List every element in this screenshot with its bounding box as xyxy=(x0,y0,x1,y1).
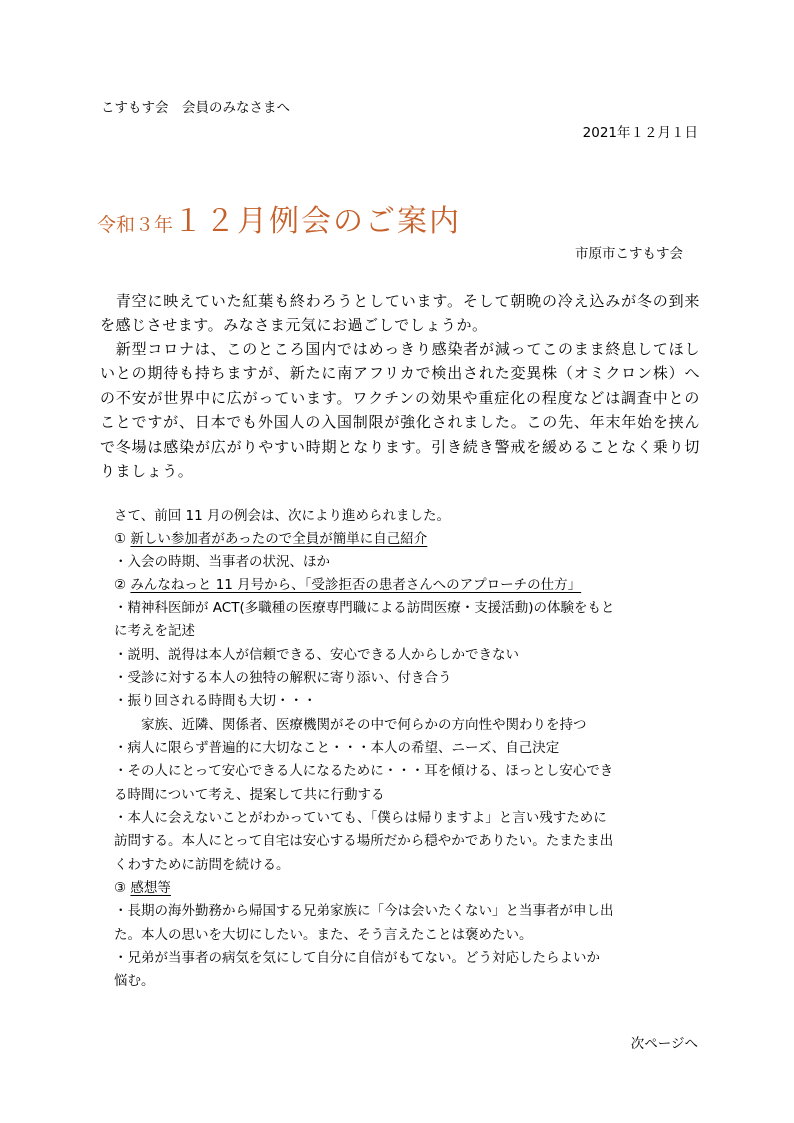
list-item: 家族、近隣、関係者、医療機関がその中で何らかの方向性や関わりを持つ xyxy=(114,717,587,733)
list-item: た。本人の思いを大切にしたい。また、そう言えたことは褒めたい。 xyxy=(114,927,533,943)
title-prefix: 令和３年 xyxy=(97,214,174,236)
list-item: 悩む。 xyxy=(114,973,155,989)
list-item: くわすために訪問を続ける。 xyxy=(114,857,290,873)
list-item: に考えを記述 xyxy=(114,623,195,639)
list-item: ・説明、説得は本人が信頼できる、安心できる人からしかできない xyxy=(114,647,519,663)
greeting-paragraph-1: 青空に映えていた紅葉も終わろうとしています。そして朝晩の冷え込みが冬の到来を感じさせます。みなさま元気にお過ごしでしょうか。 xyxy=(100,292,700,335)
list-item: ・受診に対する本人の独特の解釈に寄り添い、付き合う xyxy=(114,670,452,686)
section-number: ③ xyxy=(114,880,127,896)
list-item: ・長期の海外勤務から帰国する兄弟家族に「今は会いたくない」と当事者が申し出 xyxy=(114,903,614,919)
section-heading-1 xyxy=(114,529,427,549)
title-main: １２月例会のご案内 xyxy=(173,204,462,239)
list-item: 訪問する。本人にとって自宅は安心する場所だから穏やかでありたい。たまたま出 xyxy=(114,833,614,849)
addressee: こすもす会 会員のみなさまへ xyxy=(101,100,290,116)
page-title xyxy=(97,196,461,240)
section-number: ① xyxy=(114,531,127,547)
section-title: みんなねっと 11 月号から、「受診拒否の患者さんへのアプローチの仕方」 xyxy=(130,577,582,593)
list-item: ・入会の時期、当事者の状況、ほか xyxy=(114,554,330,570)
section-heading-3 xyxy=(114,878,171,898)
section-title: 新しい参加者があったので全員が簡単に自己紹介 xyxy=(130,531,428,547)
list-item: る時間について考え、提案して共に行動する xyxy=(114,787,385,803)
list-item: ・病人に限らず普遍的に大切なこと・・・本人の希望、ニーズ、自己決定 xyxy=(114,740,560,756)
list-item: ・振り回される時間も大切・・・ xyxy=(114,693,317,709)
list-item: ・その人にとって安心できる人になるために・・・耳を傾ける、ほっとし安心でき xyxy=(114,763,614,779)
list-item: ・兄弟が当事者の病気を気にして自分に自信がもてない。どう対応したらよいか xyxy=(114,950,600,966)
list-item: ・精神科医師が ACT(多職種の医療専門職による訪問医療・支援活動)の体験をもと xyxy=(114,600,615,616)
section-heading-2 xyxy=(114,575,581,595)
organization-name: 市原市こすもす会 xyxy=(575,246,683,262)
greeting-paragraph-2: 新型コロナは、このところ国内ではめっきり感染者が減ってこのまま終息してほしいとの期待も持ちますが、新たに南アフリカで検出された変異株（オミクロン株）への不安が世界中に広がっています。ワクチンの効果や重症化の程度などは調査中とのことですが、日本でも外国人の入国制限が強化されました。この先、年末年始を挟んで冬場は感染が広がりやすい時期となります。引き続き警戒を緩めることなく乗り切りましょう。 xyxy=(100,340,700,481)
section-title: 感想等 xyxy=(130,880,171,896)
document-date: 2021年１２月１日 xyxy=(582,125,698,141)
list-item: ・本人に会えないことがわかっていても、「僕らは帰りますよ」と言い残すために xyxy=(114,810,607,826)
section-number: ② xyxy=(114,577,127,593)
report-intro: さて、前回 11 月の例会は、次により進められました。 xyxy=(114,508,450,524)
next-page-note: 次ページへ xyxy=(630,1036,698,1052)
